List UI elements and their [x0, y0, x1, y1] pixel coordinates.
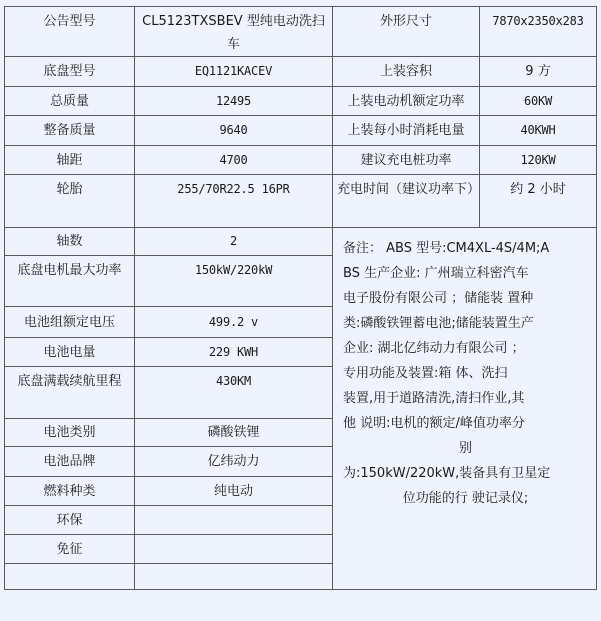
label-model: 公告型号	[5, 7, 135, 57]
value-emission	[135, 506, 333, 535]
label-axles: 轴数	[5, 228, 135, 256]
label-dimensions: 外形尺寸	[333, 7, 480, 57]
remark-line: 位功能的行 驶记录仪;	[402, 491, 529, 506]
empty-value-cell	[135, 564, 333, 590]
value-fuel-type: 纯电动	[135, 477, 333, 506]
value-battery-brand: 亿纬动力	[135, 447, 333, 477]
remark-line: 装置,用于道路清洗,清扫作业,其	[343, 391, 525, 406]
remark-line: 企业: 湖北亿纬动力有限公司 ；	[343, 341, 525, 356]
empty-label-cell	[5, 564, 135, 590]
remark-line: 备注： ABS 型号:CM4XL-4S/4M;A	[343, 241, 550, 256]
value-axles: 2	[135, 228, 333, 256]
value-chassis-motor-power: 150kW/220kW	[135, 256, 333, 307]
value-motor-power: 60KW	[480, 87, 597, 116]
label-battery-type: 电池类别	[5, 419, 135, 447]
remark-line: 他 说明:电机的额定/峰值功率分	[343, 416, 525, 431]
value-battery-capacity: 229 KWH	[135, 338, 333, 367]
value-curb-weight: 9640	[135, 116, 333, 146]
label-chassis-model: 底盘型号	[5, 57, 135, 87]
remark-line: 电子股份有限公司 ；储能装 置种	[343, 291, 534, 306]
value-wheelbase: 4700	[135, 146, 333, 175]
value-body-volume: 9 方	[480, 57, 597, 87]
value-charger-power: 120KW	[480, 146, 597, 175]
label-tires: 轮胎	[5, 175, 135, 228]
label-charge-time: 充电时间（建议功率下）	[333, 175, 480, 228]
label-hourly-consumption: 上装每小时消耗电量	[333, 116, 480, 146]
value-tax-exempt	[135, 535, 333, 564]
remark-line: 专用功能及装置:箱 体、洗扫	[343, 366, 508, 381]
label-motor-power: 上装电动机额定功率	[333, 87, 480, 116]
value-chassis-model: EQ1121KACEV	[135, 57, 333, 87]
label-tax-exempt: 免征	[5, 535, 135, 564]
label-body-volume: 上装容积	[333, 57, 480, 87]
label-range: 底盘满载续航里程	[5, 367, 135, 419]
value-tires: 255/70R22.5 16PR	[135, 175, 333, 228]
value-hourly-consumption: 40KWH	[480, 116, 597, 146]
label-gross-weight: 总质量	[5, 87, 135, 116]
remark-line: 为:150kW/220kW,装备具有卫星定	[343, 466, 551, 481]
label-emission: 环保	[5, 506, 135, 535]
label-battery-capacity: 电池电量	[5, 338, 135, 367]
value-model: CL5123TXSBEV 型纯电动洗扫车	[135, 7, 333, 57]
value-battery-voltage: 499.2 v	[135, 307, 333, 338]
value-dimensions: 7870x2350x283	[480, 7, 597, 57]
value-gross-weight: 12495	[135, 87, 333, 116]
label-chassis-motor-power: 底盘电机最大功率	[5, 256, 135, 307]
vehicle-spec-table	[4, 6, 597, 590]
label-battery-voltage: 电池组额定电压	[5, 307, 135, 338]
remarks-cell	[333, 228, 597, 590]
label-battery-brand: 电池品牌	[5, 447, 135, 477]
remark-line: 类:磷酸铁锂蓄电池;储能装置生产	[343, 316, 534, 331]
value-charge-time: 约 2 小时	[480, 175, 597, 228]
remark-line: BS 生产企业: 广州瑞立科密汽车	[343, 266, 529, 281]
value-range: 430KM	[135, 367, 333, 419]
label-curb-weight: 整备质量	[5, 116, 135, 146]
remark-line: 别	[458, 441, 472, 456]
label-wheelbase: 轴距	[5, 146, 135, 175]
label-fuel-type: 燃料种类	[5, 477, 135, 506]
label-charger-power: 建议充电桩功率	[333, 146, 480, 175]
value-battery-type: 磷酸铁锂	[135, 419, 333, 447]
